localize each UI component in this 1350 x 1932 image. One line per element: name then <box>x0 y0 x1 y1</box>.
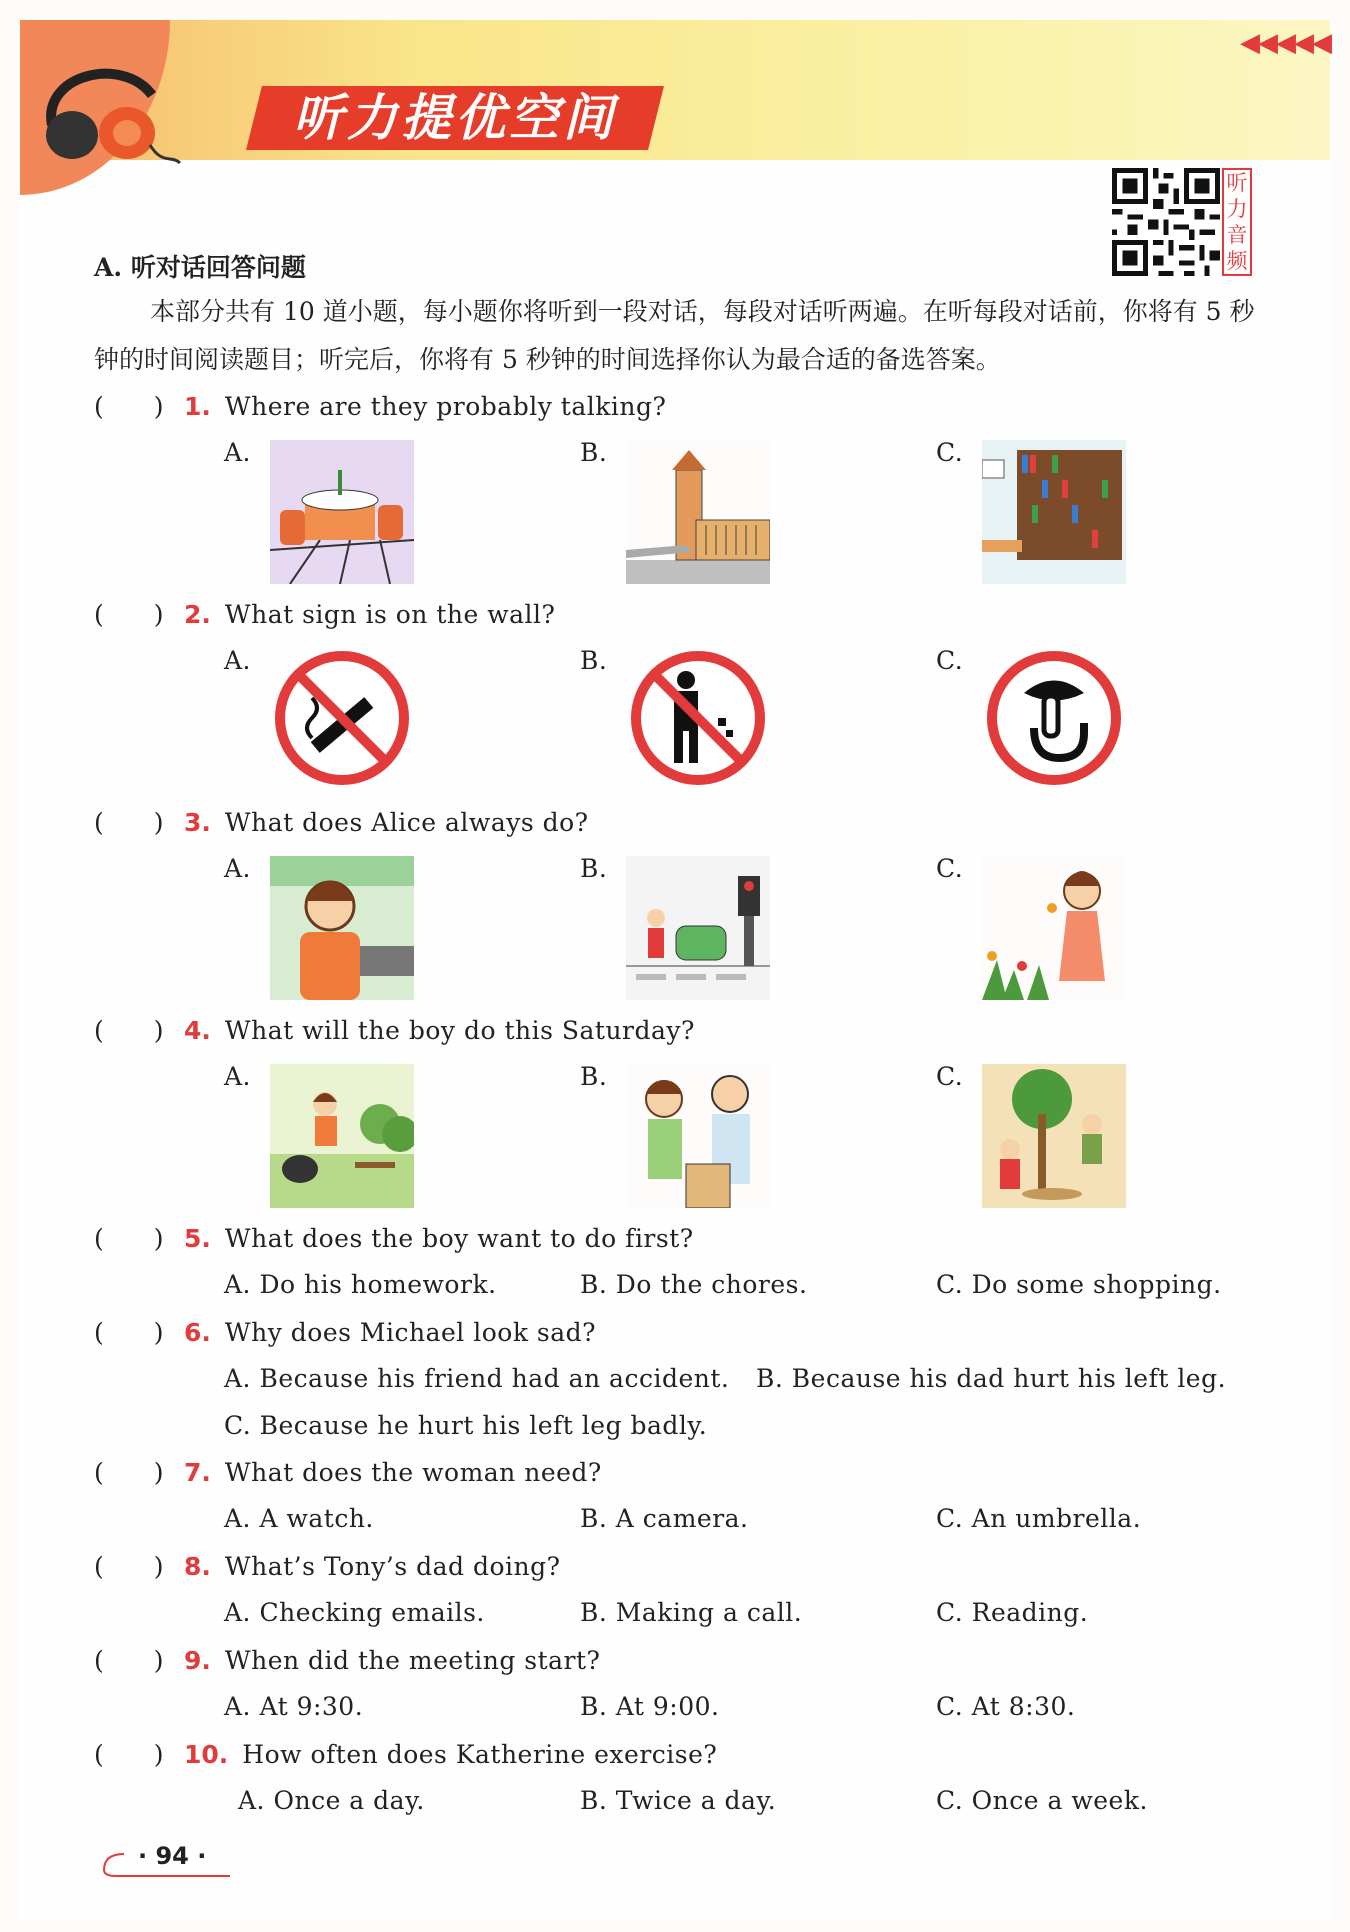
q10-option-b[interactable]: B. Twice a day. <box>580 1786 777 1815</box>
question-2: ( ) 2. What sign is on the wall? <box>94 600 556 629</box>
option-c-label: C. <box>936 438 964 467</box>
airport-picture[interactable] <box>626 440 770 584</box>
question-1: ( ) 1. Where are they probably talking? <box>94 392 667 421</box>
question-6: ( ) 6. Why does Michael look sad? <box>94 1318 597 1347</box>
option-a-label: A. <box>224 438 252 467</box>
answer-blank[interactable]: ( ) <box>94 600 164 629</box>
planting-trees-picture[interactable] <box>982 1064 1126 1208</box>
headphones-icon <box>32 55 182 165</box>
q6-option-b[interactable]: B. Because his dad hurt his left leg. <box>756 1364 1227 1393</box>
answer-blank[interactable]: ( ) <box>94 1740 164 1769</box>
question-10: ( ) 10. How often does Katherine exercise? <box>94 1740 718 1769</box>
q8-option-b[interactable]: B. Making a call. <box>580 1598 803 1627</box>
q6-option-c[interactable]: C. Because he hurt his left leg badly. <box>224 1411 708 1440</box>
header-banner <box>20 20 1330 160</box>
keep-quiet-sign-icon[interactable] <box>984 648 1124 788</box>
question-9: ( ) 9. When did the meeting start? <box>94 1646 601 1675</box>
no-littering-sign-icon[interactable] <box>628 648 768 788</box>
option-c-label: C. <box>936 646 964 675</box>
q8-option-a[interactable]: A. Checking emails. <box>224 1598 485 1627</box>
girl-crossing-street-picture[interactable] <box>626 856 770 1000</box>
boy-picking-up-litter-picture[interactable] <box>270 1064 414 1208</box>
answer-blank[interactable]: ( ) <box>94 808 164 837</box>
girl-washing-face-picture[interactable] <box>270 856 414 1000</box>
q5-option-b[interactable]: B. Do the chores. <box>580 1270 808 1299</box>
answer-blank[interactable]: ( ) <box>94 1646 164 1675</box>
option-c-label: C. <box>936 854 964 883</box>
option-b-label: B. <box>580 1062 608 1091</box>
q9-option-b[interactable]: B. At 9:00. <box>580 1692 720 1721</box>
option-a-label: A. <box>224 646 252 675</box>
qr-code-icon[interactable] <box>1112 168 1220 276</box>
section-heading: A. 听对话回答问题 <box>94 253 306 282</box>
question-3: ( ) 3. What does Alice always do? <box>94 808 589 837</box>
answer-blank[interactable]: ( ) <box>94 392 164 421</box>
qr-audio-label: 听 力 音 频 <box>1222 168 1252 276</box>
restaurant-table-picture[interactable] <box>270 440 414 584</box>
option-b-label: B. <box>580 438 608 467</box>
instructions-paragraph: 本部分共有 10 道小题，每小题你将听到一段对话，每段对话听两遍。在听每段对话前，你将有 5 秒钟的时间阅读题目；听完后，你将有 5 秒钟的时间选择你认为最合适的备选答案。 <box>94 297 1255 374</box>
boy-donating-money-picture[interactable] <box>626 1064 770 1208</box>
option-b-label: B. <box>580 646 608 675</box>
option-c-label: C. <box>936 1062 964 1091</box>
page-number: · 94 · <box>138 1842 207 1870</box>
option-a-label: A. <box>224 854 252 883</box>
answer-blank[interactable]: ( ) <box>94 1552 164 1581</box>
q9-option-a[interactable]: A. At 9:30. <box>224 1692 364 1721</box>
option-b-label: B. <box>580 854 608 883</box>
question-4: ( ) 4. What will the boy do this Saturday? <box>94 1016 695 1045</box>
q8-option-c[interactable]: C. Reading. <box>936 1598 1089 1627</box>
answer-blank[interactable]: ( ) <box>94 1318 164 1347</box>
option-a-label: A. <box>224 1062 252 1091</box>
answer-blank[interactable]: ( ) <box>94 1224 164 1253</box>
q9-option-c[interactable]: C. At 8:30. <box>936 1692 1076 1721</box>
question-7: ( ) 7. What does the woman need? <box>94 1458 602 1487</box>
question-5: ( ) 5. What does the boy want to do first? <box>94 1224 694 1253</box>
banner-title <box>246 86 664 150</box>
banner-title-text: 听力提优空间 <box>293 89 617 147</box>
q7-option-c[interactable]: C. An umbrella. <box>936 1504 1142 1533</box>
q7-option-a[interactable]: A. A watch. <box>224 1504 374 1533</box>
q5-option-c[interactable]: C. Do some shopping. <box>936 1270 1222 1299</box>
question-8: ( ) 8. What’s Tony’s dad doing? <box>94 1552 561 1581</box>
girl-picking-flowers-picture[interactable] <box>982 856 1126 1000</box>
answer-blank[interactable]: ( ) <box>94 1016 164 1045</box>
q10-option-c[interactable]: C. Once a week. <box>936 1786 1148 1815</box>
q7-option-b[interactable]: B. A camera. <box>580 1504 749 1533</box>
q5-option-a[interactable]: A. Do his homework. <box>224 1270 497 1299</box>
answer-blank[interactable]: ( ) <box>94 1458 164 1487</box>
arrow-decoration: ◀◀◀◀◀ <box>1240 28 1330 58</box>
no-smoking-sign-icon[interactable] <box>272 648 412 788</box>
q10-option-a[interactable]: A. Once a day. <box>238 1786 425 1815</box>
library-bookshelf-picture[interactable] <box>982 440 1126 584</box>
q6-option-a[interactable]: A. Because his friend had an accident. <box>224 1364 730 1393</box>
